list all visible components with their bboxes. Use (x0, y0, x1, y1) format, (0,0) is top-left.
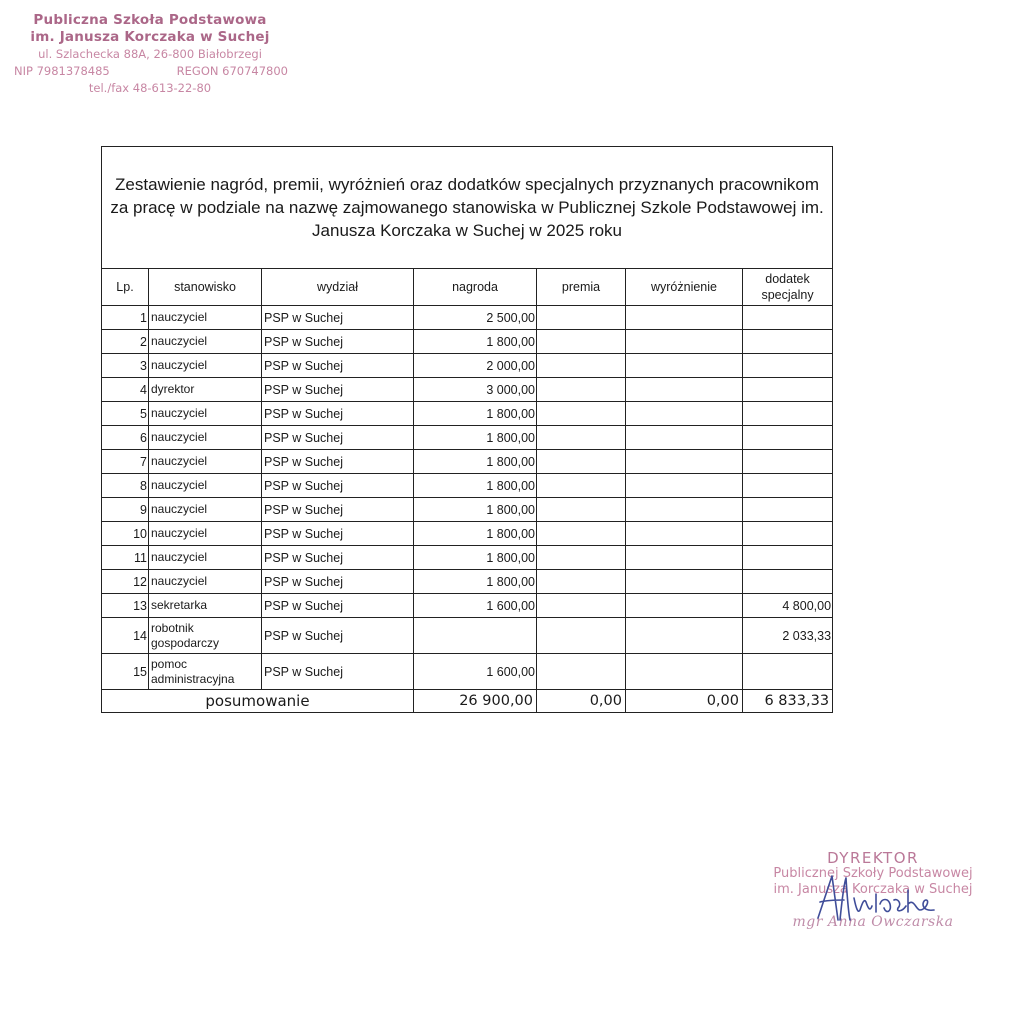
cell-wydzial: PSP w Suchej (262, 522, 414, 546)
stamp-address: ul. Szlachecka 88A, 26-800 Białobrzegi (38, 47, 262, 61)
awards-table-container (101, 146, 832, 713)
table-row (102, 402, 833, 426)
cell-dodatek: 4 800,00 (743, 594, 833, 618)
cell-wyroznienie (626, 402, 743, 426)
cell-wydzial: PSP w Suchej (262, 618, 414, 654)
cell-premia (537, 474, 626, 498)
cell-stanowisko: robotnik gospodarczy (149, 618, 262, 654)
table-row (102, 450, 833, 474)
cell-wyroznienie (626, 546, 743, 570)
signature-title: DYREKTOR (827, 849, 919, 867)
cell-wyroznienie (626, 522, 743, 546)
cell-dodatek (743, 378, 833, 402)
cell-stanowisko: nauczyciel (149, 498, 262, 522)
cell-wyroznienie (626, 498, 743, 522)
cell-premia (537, 378, 626, 402)
awards-table (101, 146, 833, 713)
cell-wydzial: PSP w Suchej (262, 426, 414, 450)
cell-wydzial: PSP w Suchej (262, 474, 414, 498)
director-signature-stamp (748, 850, 998, 930)
cell-dodatek (743, 498, 833, 522)
stamp-phone: tel./fax 48-613-22-80 (88, 81, 212, 95)
cell-wydzial: PSP w Suchej (262, 354, 414, 378)
cell-premia (537, 450, 626, 474)
cell-stanowisko: nauczyciel (149, 306, 262, 330)
cell-stanowisko: pomoc administracyjna (149, 654, 262, 690)
cell-wyroznienie (626, 306, 743, 330)
cell-premia (537, 618, 626, 654)
table-row (102, 594, 833, 618)
cell-dodatek (743, 354, 833, 378)
cell-wyroznienie (626, 474, 743, 498)
cell-wydzial: PSP w Suchej (262, 570, 414, 594)
cell-wyroznienie (626, 330, 743, 354)
stamp-ids (10, 63, 290, 80)
cell-dodatek (743, 654, 833, 690)
summary-row (102, 690, 833, 713)
table-row (102, 354, 833, 378)
cell-lp: 12 (102, 570, 149, 594)
cell-nagroda: 1 800,00 (414, 522, 537, 546)
summary-premia: 0,00 (537, 690, 626, 713)
cell-nagroda: 2 000,00 (414, 354, 537, 378)
cell-dodatek (743, 402, 833, 426)
cell-nagroda: 1 600,00 (414, 594, 537, 618)
cell-dodatek (743, 474, 833, 498)
summary-dodatek: 6 833,33 (743, 690, 833, 713)
cell-stanowisko: dyrektor (149, 378, 262, 402)
table-row (102, 330, 833, 354)
cell-stanowisko: nauczyciel (149, 402, 262, 426)
cell-stanowisko: nauczyciel (149, 546, 262, 570)
cell-nagroda: 1 800,00 (414, 330, 537, 354)
cell-dodatek: 2 033,33 (743, 618, 833, 654)
cell-nagroda: 2 500,00 (414, 306, 537, 330)
signature-name: mgr Anna Owczarska (792, 914, 954, 930)
cell-lp: 1 (102, 306, 149, 330)
table-row (102, 474, 833, 498)
cell-premia (537, 354, 626, 378)
header-premia: premia (537, 269, 626, 306)
cell-wyroznienie (626, 618, 743, 654)
cell-nagroda (414, 618, 537, 654)
cell-stanowisko: nauczyciel (149, 450, 262, 474)
summary-label: posumowanie (102, 690, 414, 713)
cell-wyroznienie (626, 354, 743, 378)
cell-lp: 8 (102, 474, 149, 498)
cell-lp: 6 (102, 426, 149, 450)
cell-lp: 10 (102, 522, 149, 546)
handwritten-signature-icon (810, 870, 940, 930)
header-dodatek: dodatek specjalny (743, 269, 833, 306)
cell-lp: 4 (102, 378, 149, 402)
header-lp: Lp. (102, 269, 149, 306)
cell-stanowisko: nauczyciel (149, 522, 262, 546)
cell-wydzial: PSP w Suchej (262, 402, 414, 426)
cell-nagroda: 1 800,00 (414, 426, 537, 450)
table-body (102, 306, 833, 713)
table-row (102, 546, 833, 570)
cell-wyroznienie (626, 594, 743, 618)
cell-stanowisko: nauczyciel (149, 474, 262, 498)
table-row (102, 618, 833, 654)
stamp-school-name: Publiczna Szkoła Podstawowa (33, 12, 267, 28)
cell-wydzial: PSP w Suchej (262, 450, 414, 474)
stamp-school-patron: im. Janusza Korczaka w Suchej (30, 29, 270, 45)
cell-premia (537, 306, 626, 330)
cell-dodatek (743, 522, 833, 546)
cell-lp: 5 (102, 402, 149, 426)
cell-dodatek (743, 570, 833, 594)
cell-lp: 2 (102, 330, 149, 354)
cell-lp: 9 (102, 498, 149, 522)
cell-nagroda: 1 800,00 (414, 498, 537, 522)
signature-school: Publicznej Szkoły Podstawowej (773, 866, 973, 881)
cell-nagroda: 1 800,00 (414, 570, 537, 594)
cell-stanowisko: nauczyciel (149, 354, 262, 378)
cell-premia (537, 498, 626, 522)
cell-premia (537, 522, 626, 546)
cell-premia (537, 330, 626, 354)
header-wydzial: wydział (262, 269, 414, 306)
table-row (102, 498, 833, 522)
cell-dodatek (743, 546, 833, 570)
cell-dodatek (743, 306, 833, 330)
cell-nagroda: 1 600,00 (414, 654, 537, 690)
cell-dodatek (743, 426, 833, 450)
table-title: Zestawienie nagród, premii, wyróżnień oraz dodatków specjalnych przyznanych pracownikom za pracę w podziale na nazwę zajmowanego stanowiska w Publicznej Szkole Podstawowej im. Janusza Korczaka w Suchej w 2025 roku (102, 147, 833, 269)
table-row (102, 570, 833, 594)
cell-wydzial: PSP w Suchej (262, 306, 414, 330)
header-nagroda: nagroda (414, 269, 537, 306)
cell-lp: 14 (102, 618, 149, 654)
header-wyroznienie: wyróżnienie (626, 269, 743, 306)
cell-nagroda: 1 800,00 (414, 474, 537, 498)
cell-premia (537, 594, 626, 618)
table-row (102, 378, 833, 402)
cell-dodatek (743, 450, 833, 474)
cell-premia (537, 546, 626, 570)
stamp-regon: REGON 670747800 (176, 64, 288, 78)
cell-wydzial: PSP w Suchej (262, 330, 414, 354)
table-row (102, 426, 833, 450)
header-stanowisko: stanowisko (149, 269, 262, 306)
cell-premia (537, 426, 626, 450)
cell-wyroznienie (626, 570, 743, 594)
table-row (102, 306, 833, 330)
cell-premia (537, 654, 626, 690)
cell-lp: 3 (102, 354, 149, 378)
cell-wydzial: PSP w Suchej (262, 378, 414, 402)
cell-nagroda: 3 000,00 (414, 378, 537, 402)
table-header-row (102, 269, 833, 306)
cell-lp: 7 (102, 450, 149, 474)
cell-wydzial: PSP w Suchej (262, 498, 414, 522)
cell-stanowisko: sekretarka (149, 594, 262, 618)
cell-nagroda: 1 800,00 (414, 450, 537, 474)
cell-wyroznienie (626, 654, 743, 690)
cell-lp: 15 (102, 654, 149, 690)
cell-lp: 11 (102, 546, 149, 570)
school-stamp (10, 12, 290, 97)
cell-stanowisko: nauczyciel (149, 426, 262, 450)
summary-wyroznienie: 0,00 (626, 690, 743, 713)
cell-wyroznienie (626, 450, 743, 474)
cell-nagroda: 1 800,00 (414, 402, 537, 426)
cell-premia (537, 402, 626, 426)
table-row (102, 522, 833, 546)
cell-wyroznienie (626, 426, 743, 450)
cell-wyroznienie (626, 378, 743, 402)
table-row (102, 654, 833, 690)
cell-dodatek (743, 330, 833, 354)
cell-premia (537, 570, 626, 594)
cell-stanowisko: nauczyciel (149, 330, 262, 354)
cell-wydzial: PSP w Suchej (262, 546, 414, 570)
cell-lp: 13 (102, 594, 149, 618)
cell-wydzial: PSP w Suchej (262, 654, 414, 690)
signature-patron: im. Janusza Korczaka w Suchej (773, 882, 973, 897)
cell-stanowisko: nauczyciel (149, 570, 262, 594)
cell-nagroda: 1 800,00 (414, 546, 537, 570)
summary-nagroda: 26 900,00 (414, 690, 537, 713)
stamp-nip: NIP 7981378485 (14, 64, 110, 78)
cell-wydzial: PSP w Suchej (262, 594, 414, 618)
